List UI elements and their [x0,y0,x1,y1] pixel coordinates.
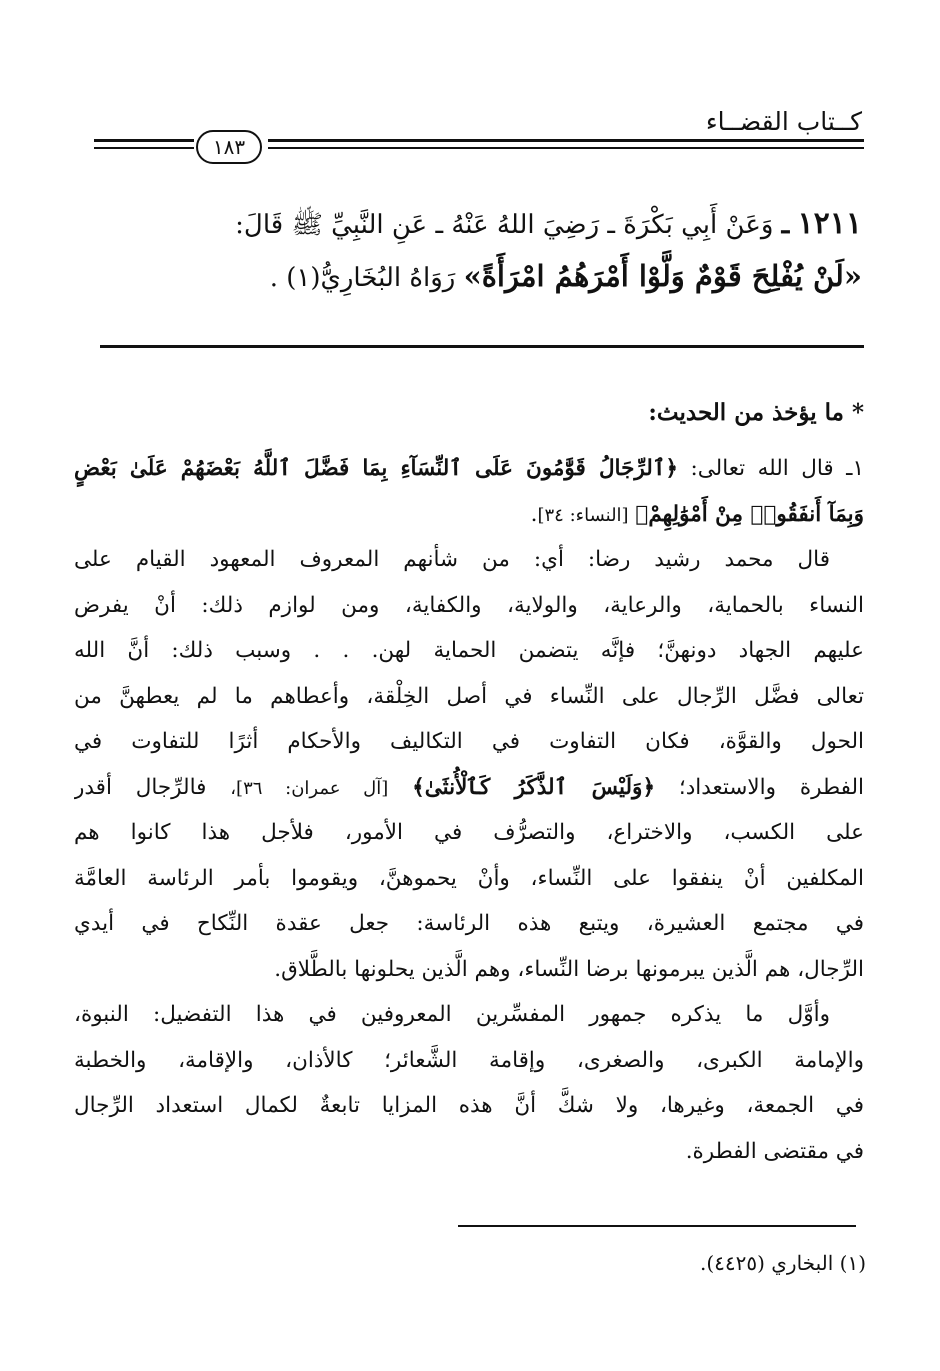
hadith-number: ١٢١١ [797,206,862,241]
p1-line6-b: فالرِّجال أقدر [74,774,207,800]
p1-line: قال محمد رشيد رضا: أي: من شأنهم المعروف المعهود القيام على [74,547,830,572]
hadith-block [72,198,862,302]
p1-line6-a: الفطرة والاستعداد؛ [678,774,864,800]
running-title: كــتاب القضــاء [705,107,862,136]
p2-line: في مقتضى الفطرة. [685,1138,864,1164]
item1-line-1 [74,446,864,492]
quran-verse-al-imran: ﴿وَلَيْسَ ٱلذَّكَرُ كَٱلْأُنثَىٰ﴾ [412,774,656,800]
item1-end: . [530,501,538,527]
p1-line-6 [74,765,864,811]
p1-line: النساء بالحماية، والرعاية، والولاية، والكفاية، ومن لوازم ذلك: أنْ يفرض [74,592,864,618]
footnote: (١) البخاري (٤٤٢٥). [699,1251,866,1275]
hadith-dash: ـ [781,210,790,240]
verse-ref-nisa: [النساء: ٣٤] [537,504,629,526]
item1-line-2 [74,492,864,538]
header-rule-left-top [94,139,194,142]
page-number-badge: ١٨٣ [196,130,262,164]
p1-line: تعالى فضَّل الرِّجال على النِّساء في أصل الخِلْقة، وأعطاهم ما لم يعطهنَّ من [74,683,864,709]
hadith-matn: «لَنْ يُفْلِحَ قَوْمٌ وَلَّوْا أَمْرَهُمُ امْرَأَةً» [463,259,862,293]
lessons-heading: * ما يؤخذ من الحديث: [648,399,864,426]
p1-line: على الكسب، والاختراع، والتصرُّف في الأمور، فلأجل هذا كانوا هم [74,820,864,845]
hadith-source: رَوَاهُ البُخَارِيُّ(١) . [269,263,456,293]
p1-line: عليهم الجهاد دونهنَّ؛ فإنَّه يتضمن الحماية لهن. . . وسبب ذلك: أنَّ الله [74,638,864,663]
hadith-separator-rule [100,345,864,348]
hadith-line-2 [72,250,862,302]
p1-line: في مجتمع العشيرة، ويتبع هذه الرئاسة: جعل عقدة النِّكاح في أيدي [74,911,864,936]
p2-line: وأوَّل ما يذكره جمهور المفسِّرين المعروفين في هذا التفضيل: النبوة، [74,1002,830,1027]
hadith-isnad: وَعَنْ أَبِي بَكْرَةَ ـ رَضِيَ اللهُ عَنْهُ ـ عَنِ النَّبِيِّ ﷺ قَالَ: [235,210,774,240]
header-rule-right-bottom [268,147,864,149]
header-rule-right-top [268,139,864,142]
p2-line: في الجمعة، وغيرها، ولا شكَّ أنَّ هذه المزايا تابعةٌ لكمال استعداد الرِّجال [74,1093,864,1118]
quran-verse-nisa: ﴿ٱلرِّجَالُ قَوَّٰمُونَ عَلَى ٱلنِّسَآءِ بِمَا فَضَّلَ ٱللَّهُ بَعْضَهُمْ عَلَىٰ بَعْضٍ [74,456,679,481]
header-rule-left-bottom [94,147,194,149]
hadith-line-1 [72,198,862,250]
quran-verse-nisa-cont: وَبِمَآ أَنفَقُوا۟ مِنْ أَمْوَٰلِهِمْ﴾ [635,501,864,527]
verse-ref-al-imran: [آل عمران: ٣٦]، [230,777,389,799]
item1-prefix: ١ـ قال الله تعالى: [690,456,864,481]
p1-line: الرِّجال، هم الَّذين يبرمونها برضا النِّساء، وهم الَّذين يحلونها بالطَّلاق. [274,956,864,982]
p1-line: المكلفين أنْ ينفقوا على النِّساء، وأنْ يحموهنَّ، ويقوموا بأمر الرئاسة العامَّة [74,865,864,891]
p2-line: والإمامة الكبرى، والصغرى، وإقامة الشَّعائر؛ كالأذان، والإقامة، والخطبة [74,1047,864,1073]
p1-line: الحول والقوَّة، فكان التفاوت في التكاليف والأحكام أثرًا للتفاوت في [74,729,864,754]
footnote-separator-rule [458,1225,856,1227]
lessons-body [74,446,864,1174]
